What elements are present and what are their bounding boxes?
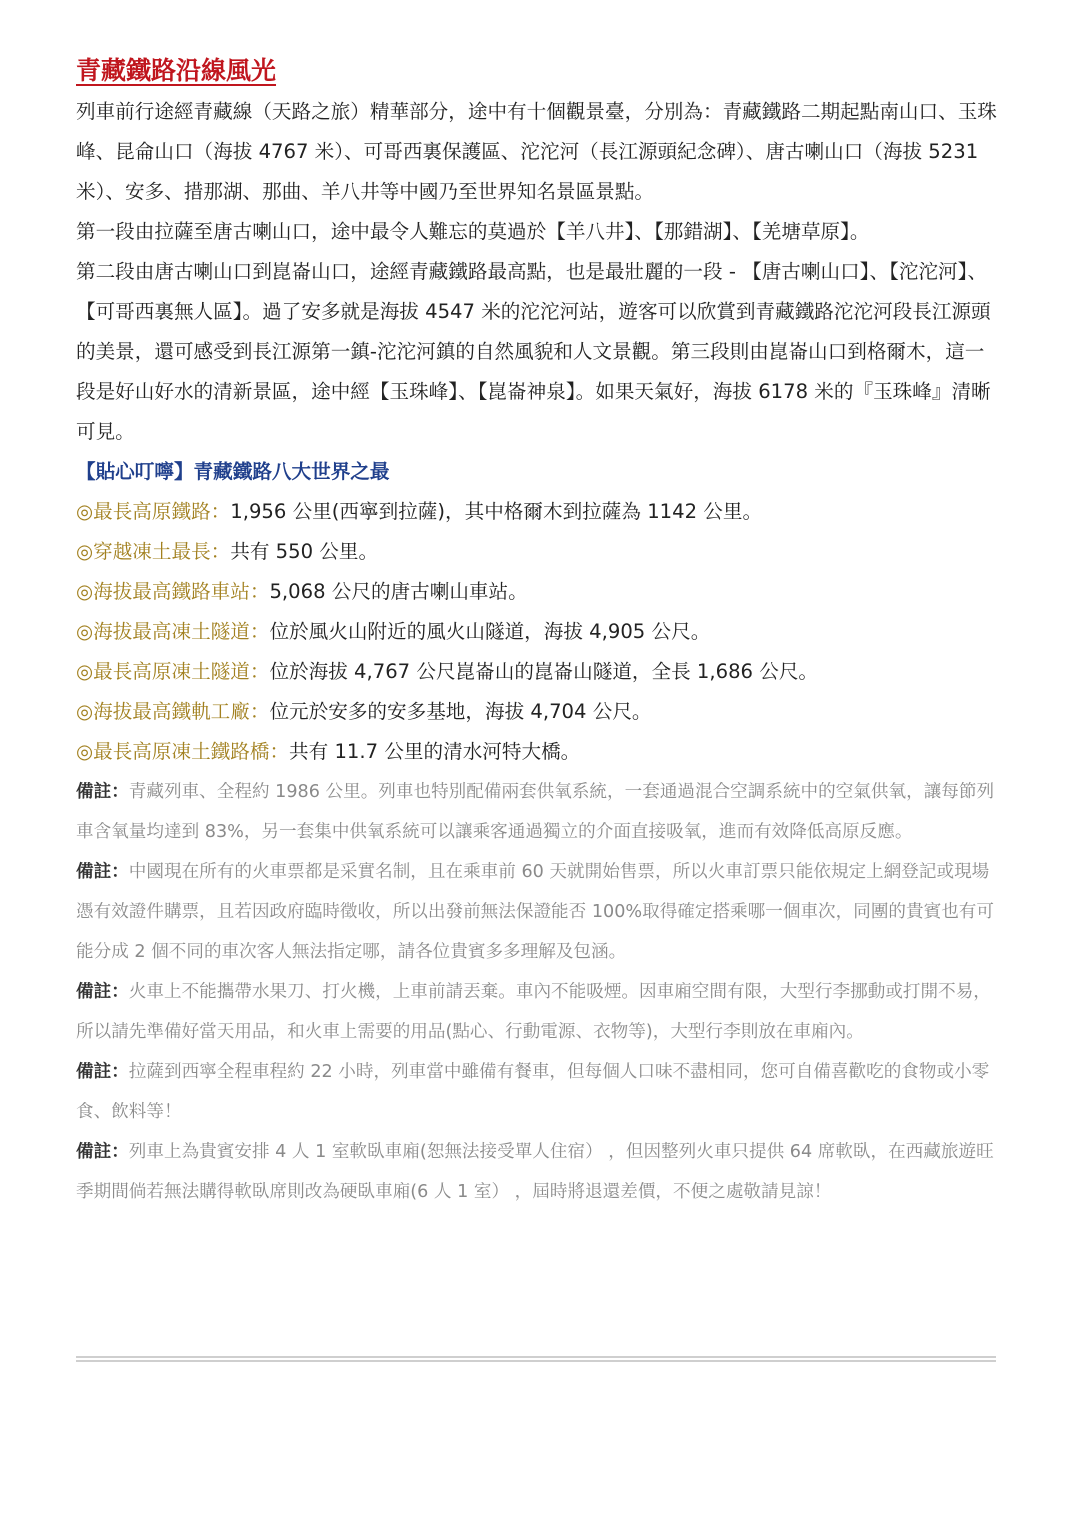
bullet-icon: ◎	[76, 500, 94, 523]
note-label: 備註：	[76, 982, 129, 1002]
fact-item	[76, 492, 998, 532]
note-item	[76, 772, 998, 852]
note-item	[76, 972, 998, 1052]
fact-label: 海拔最高鐵路車站：	[93, 580, 270, 603]
note-item	[76, 1132, 998, 1212]
fact-item	[76, 732, 998, 772]
fact-label: 海拔最高鐵軌工廠：	[93, 700, 270, 723]
note-label: 備註：	[76, 1062, 129, 1082]
note-text: 中國現在所有的火車票都是采實名制，且在乘車前 60 天就開始售票，所以火車訂票只能依規定上網登記或現場憑有效證件購票，且若因政府臨時徵收，所以出發前無法保證能否 100%取得確定搭乘哪一個車次，同團的貴賓也有可能分成 2 個不同的車次客人無法指定哪，請各位貴賓多多理解及包涵。	[76, 862, 994, 962]
note-label: 備註：	[76, 782, 129, 802]
fact-label: 最長高原凍土隧道：	[93, 660, 270, 683]
fact-item	[76, 532, 998, 572]
horizontal-divider	[76, 1356, 996, 1362]
note-item	[76, 852, 998, 972]
section-one-paragraph: 第一段由拉薩至唐古喇山口，途中最令人難忘的莫過於【羊八井】、【那錯湖】、【羌塘草原】。	[76, 220, 870, 243]
note-text: 火車上不能攜帶水果刀、打火機，上車前請丟棄。車內不能吸煙。因車廂空間有限，大型行李挪動或打開不易，所以請先準備好當天用品，和火車上需要的用品(點心、行動電源、衣物等)，大型行李則放在車廂內。	[76, 982, 991, 1042]
fact-text: 位於海拔 4,767 公尺崑崙山的崑崙山隧道，全長 1,686 公尺。	[269, 660, 819, 683]
bullet-icon: ◎	[76, 580, 94, 603]
note-label: 備註：	[76, 862, 129, 882]
fact-text: 位元於安多的安多基地，海拔 4,704 公尺。	[269, 700, 652, 723]
fact-text: 共有 11.7 公里的清水河特大橋。	[289, 740, 581, 763]
fact-item	[76, 612, 998, 652]
note-text: 青藏列車、全程約 1986 公里。列車也特別配備兩套供氧系統，一套通過混合空調系統中的空氣供氧，讓每節列車含氧量均達到 83%，另一套集中供氧系統可以讓乘客通過獨立的介面直接吸氧，進而有效降低高原反應。	[76, 782, 995, 842]
note-text: 列車上為貴賓安排 4 人 1 室軟臥車廂(恕無法接受單人住宿） ，但因整列火車只提供 64 席軟臥，在西藏旅遊旺季期間倘若無法購得軟臥席則改為硬臥車廂(6 人 1 室） ，屆時將退還差價，不便之處敬請見諒！	[76, 1142, 994, 1202]
note-label: 備註：	[76, 1142, 129, 1162]
tip-heading: 【貼心叮嚀】青藏鐵路八大世界之最	[76, 460, 390, 483]
fact-text: 共有 550 公里。	[230, 540, 379, 563]
document-page	[76, 52, 998, 1212]
notes-list	[76, 772, 998, 1212]
intro-paragraph: 列車前行途經青藏線（天路之旅）精華部分，途中有十個觀景臺，分別為：青藏鐵路二期起點南山口、玉珠峰、昆侖山口（海拔 4767 米）、可哥西裏保護區、沱沱河（長江源頭紀念碑）、唐古喇山口（海拔 5231 米）、安多、措那湖、那曲、羊八井等中國乃至世界知名景區景點。	[76, 100, 997, 203]
bullet-icon: ◎	[76, 540, 94, 563]
fact-text: 位於風火山附近的風火山隧道，海拔 4,905 公尺。	[269, 620, 711, 643]
fact-item	[76, 692, 998, 732]
fact-item	[76, 572, 998, 612]
fact-label: 穿越凍土最長：	[93, 540, 231, 563]
fact-label: 最長高原鐵路：	[93, 500, 231, 523]
section-two-three-paragraph: 第二段由唐古喇山口到崑崙山口，途經青藏鐵路最高點，也是最壯麗的一段 - 【唐古喇山口】、【沱沱河】、【可哥西裏無人區】。過了安多就是海拔 4547 米的沱沱河站，遊客可以欣賞到青藏鐵路沱沱河段長江源頭的美景，還可感受到長江源第一鎮-沱沱河鎮的自然風貌和人文景觀。第三段則由崑崙山口到格爾木，這一段是好山好水的清新景區，途中經【玉珠峰】、【崑崙神泉】。如果天氣好，海拔 6178 米的『玉珠峰』清晰可見。	[76, 260, 991, 443]
bullet-icon: ◎	[76, 660, 94, 683]
note-item	[76, 1052, 998, 1132]
bullet-icon: ◎	[76, 620, 94, 643]
facts-list	[76, 492, 998, 772]
page-title: 青藏鐵路沿線風光	[76, 56, 277, 85]
fact-label: 海拔最高凍土隧道：	[93, 620, 270, 643]
fact-item	[76, 652, 998, 692]
bullet-icon: ◎	[76, 700, 94, 723]
bullet-icon: ◎	[76, 740, 94, 763]
note-text: 拉薩到西寧全程車程約 22 小時，列車當中雖備有餐車，但每個人口味不盡相同，您可自備喜歡吃的食物或小零食、飲料等！	[76, 1062, 990, 1122]
fact-text: 1,956 公里(西寧到拉薩)，其中格爾木到拉薩為 1142 公里。	[230, 500, 763, 523]
fact-label: 最長高原凍土鐵路橋：	[93, 740, 290, 763]
fact-text: 5,068 公尺的唐古喇山車站。	[269, 580, 528, 603]
